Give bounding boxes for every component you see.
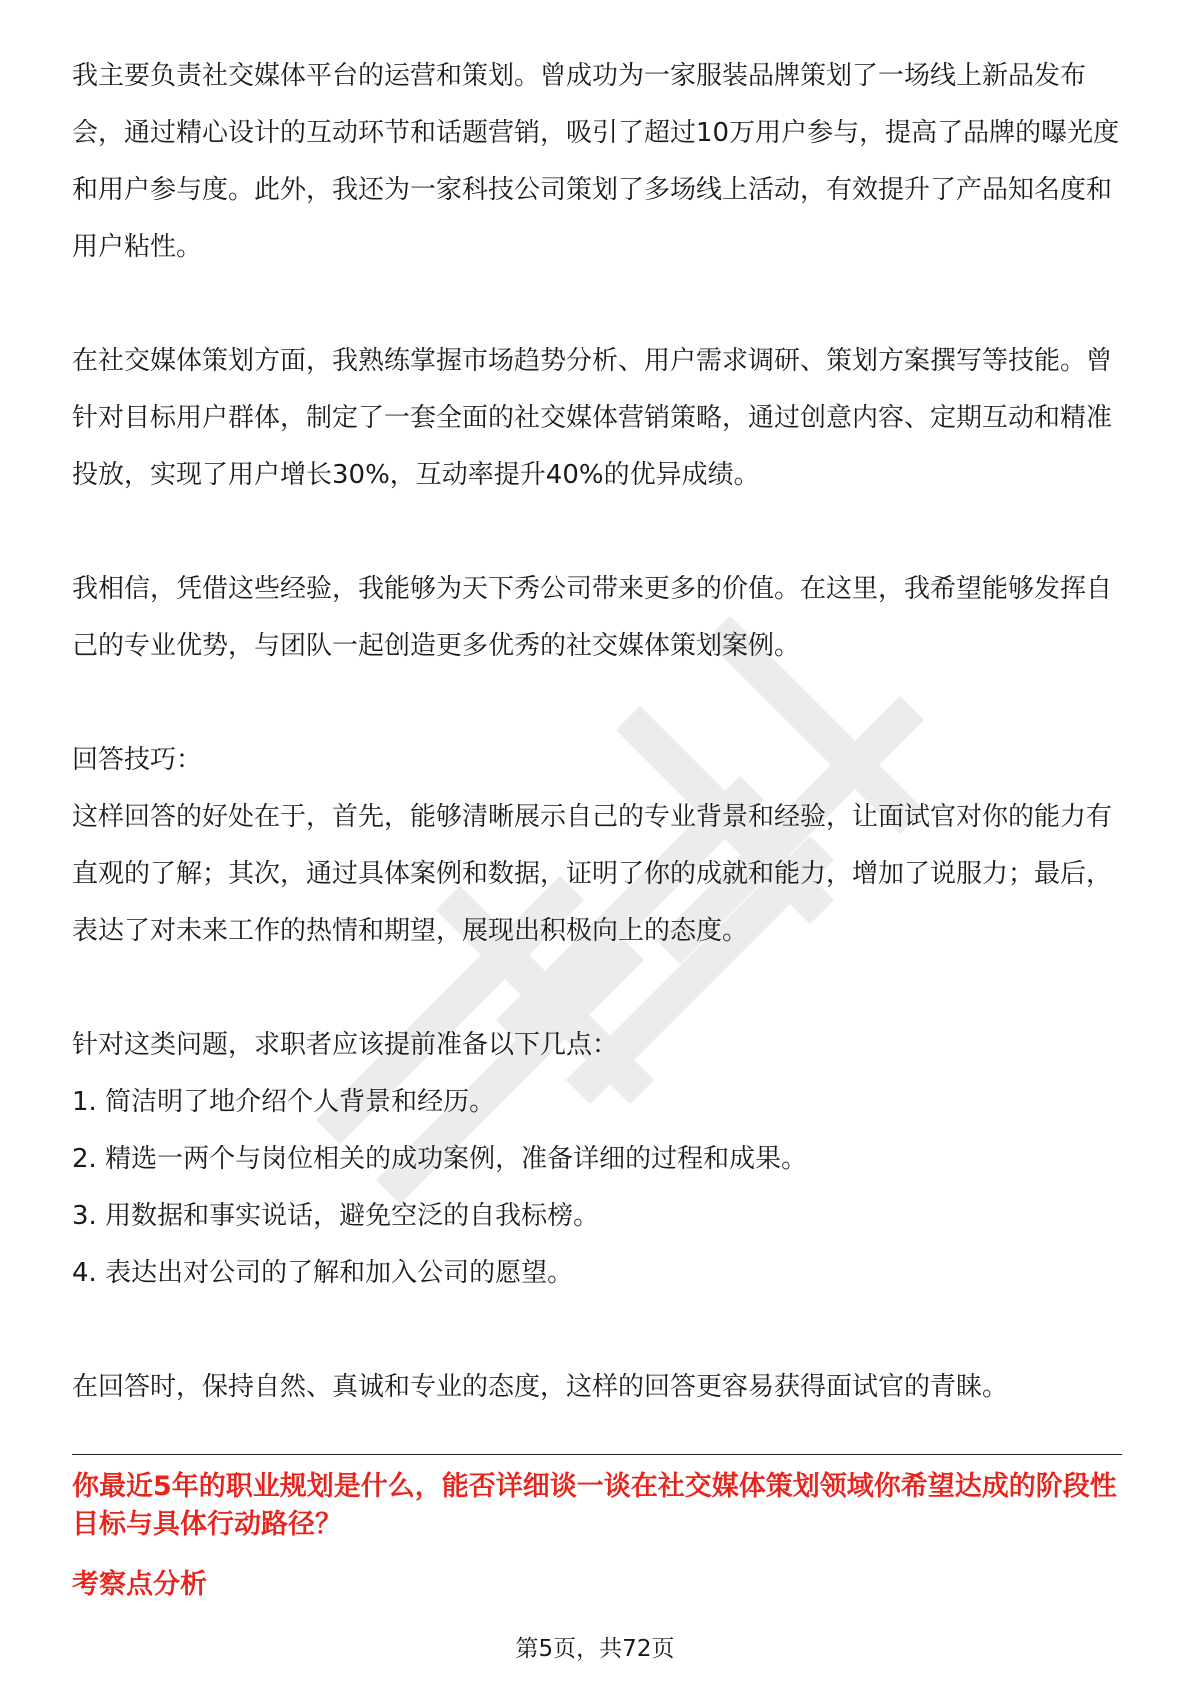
- prep-item-4: 4. 表达出对公司的了解和加入公司的愿望。: [72, 1258, 574, 1288]
- paragraph-experience: 我主要负责社交媒体平台的运营和策划。曾成功为一家服装品牌策划了一场线上新品发布会，通过精心设计的互动环节和话题营销，吸引了超过10万用户参与，提高了品牌的曝光度和用户参与度。此外，我还为一家科技公司策划了多场线上活动，有效提升了产品知名度和用户粘性。: [72, 61, 1120, 262]
- page-number: 第5页，共72页: [515, 1636, 675, 1662]
- prep-item-2: 2. 精选一两个与岗位相关的成功案例，准备详细的过程和成果。: [72, 1144, 808, 1174]
- analysis-heading: 考察点分析: [72, 1569, 207, 1600]
- prep-item-3: 3. 用数据和事实说话，避免空泛的自我标榜。: [72, 1201, 600, 1231]
- prep-heading: 针对这类问题，求职者应该提前准备以下几点：: [72, 1030, 619, 1060]
- prep-item-1: 1. 简洁明了地介绍个人背景和经历。: [72, 1087, 496, 1117]
- paragraph-value: 我相信，凭借这些经验，我能够为天下秀公司带来更多的价值。在这里，我希望能够发挥自己的专业优势，与团队一起创造更多优秀的社交媒体策划案例。: [72, 574, 1113, 661]
- next-question-title: 你最近5年的职业规划是什么，能否详细谈一谈在社交媒体策划领域你希望达成的阶段性目标与具体行动路径？: [72, 1471, 1117, 1540]
- tips-text: 这样回答的好处在于，首先，能够清晰展示自己的专业背景和经验，让面试官对你的能力有直观的了解；其次，通过具体案例和数据，证明了你的成就和能力，增加了说服力；最后，表达了对未来工作的热情和期望，展现出积极向上的态度。: [72, 802, 1113, 946]
- paragraph-skills: 在社交媒体策划方面，我熟练掌握市场趋势分析、用户需求调研、策划方案撰写等技能。曾针对目标用户群体，制定了一套全面的社交媒体营销策略，通过创意内容、定期互动和精准投放，实现了用户增长30%，互动率提升40%的优异成绩。: [72, 346, 1113, 490]
- document-body: [72, 48, 1122, 1416]
- closing-paragraph: 在回答时，保持自然、真诚和专业的态度，这样的回答更容易获得面试官的青睐。: [72, 1372, 1009, 1402]
- section-divider: [72, 1454, 1122, 1455]
- tips-heading: 回答技巧：: [72, 745, 203, 775]
